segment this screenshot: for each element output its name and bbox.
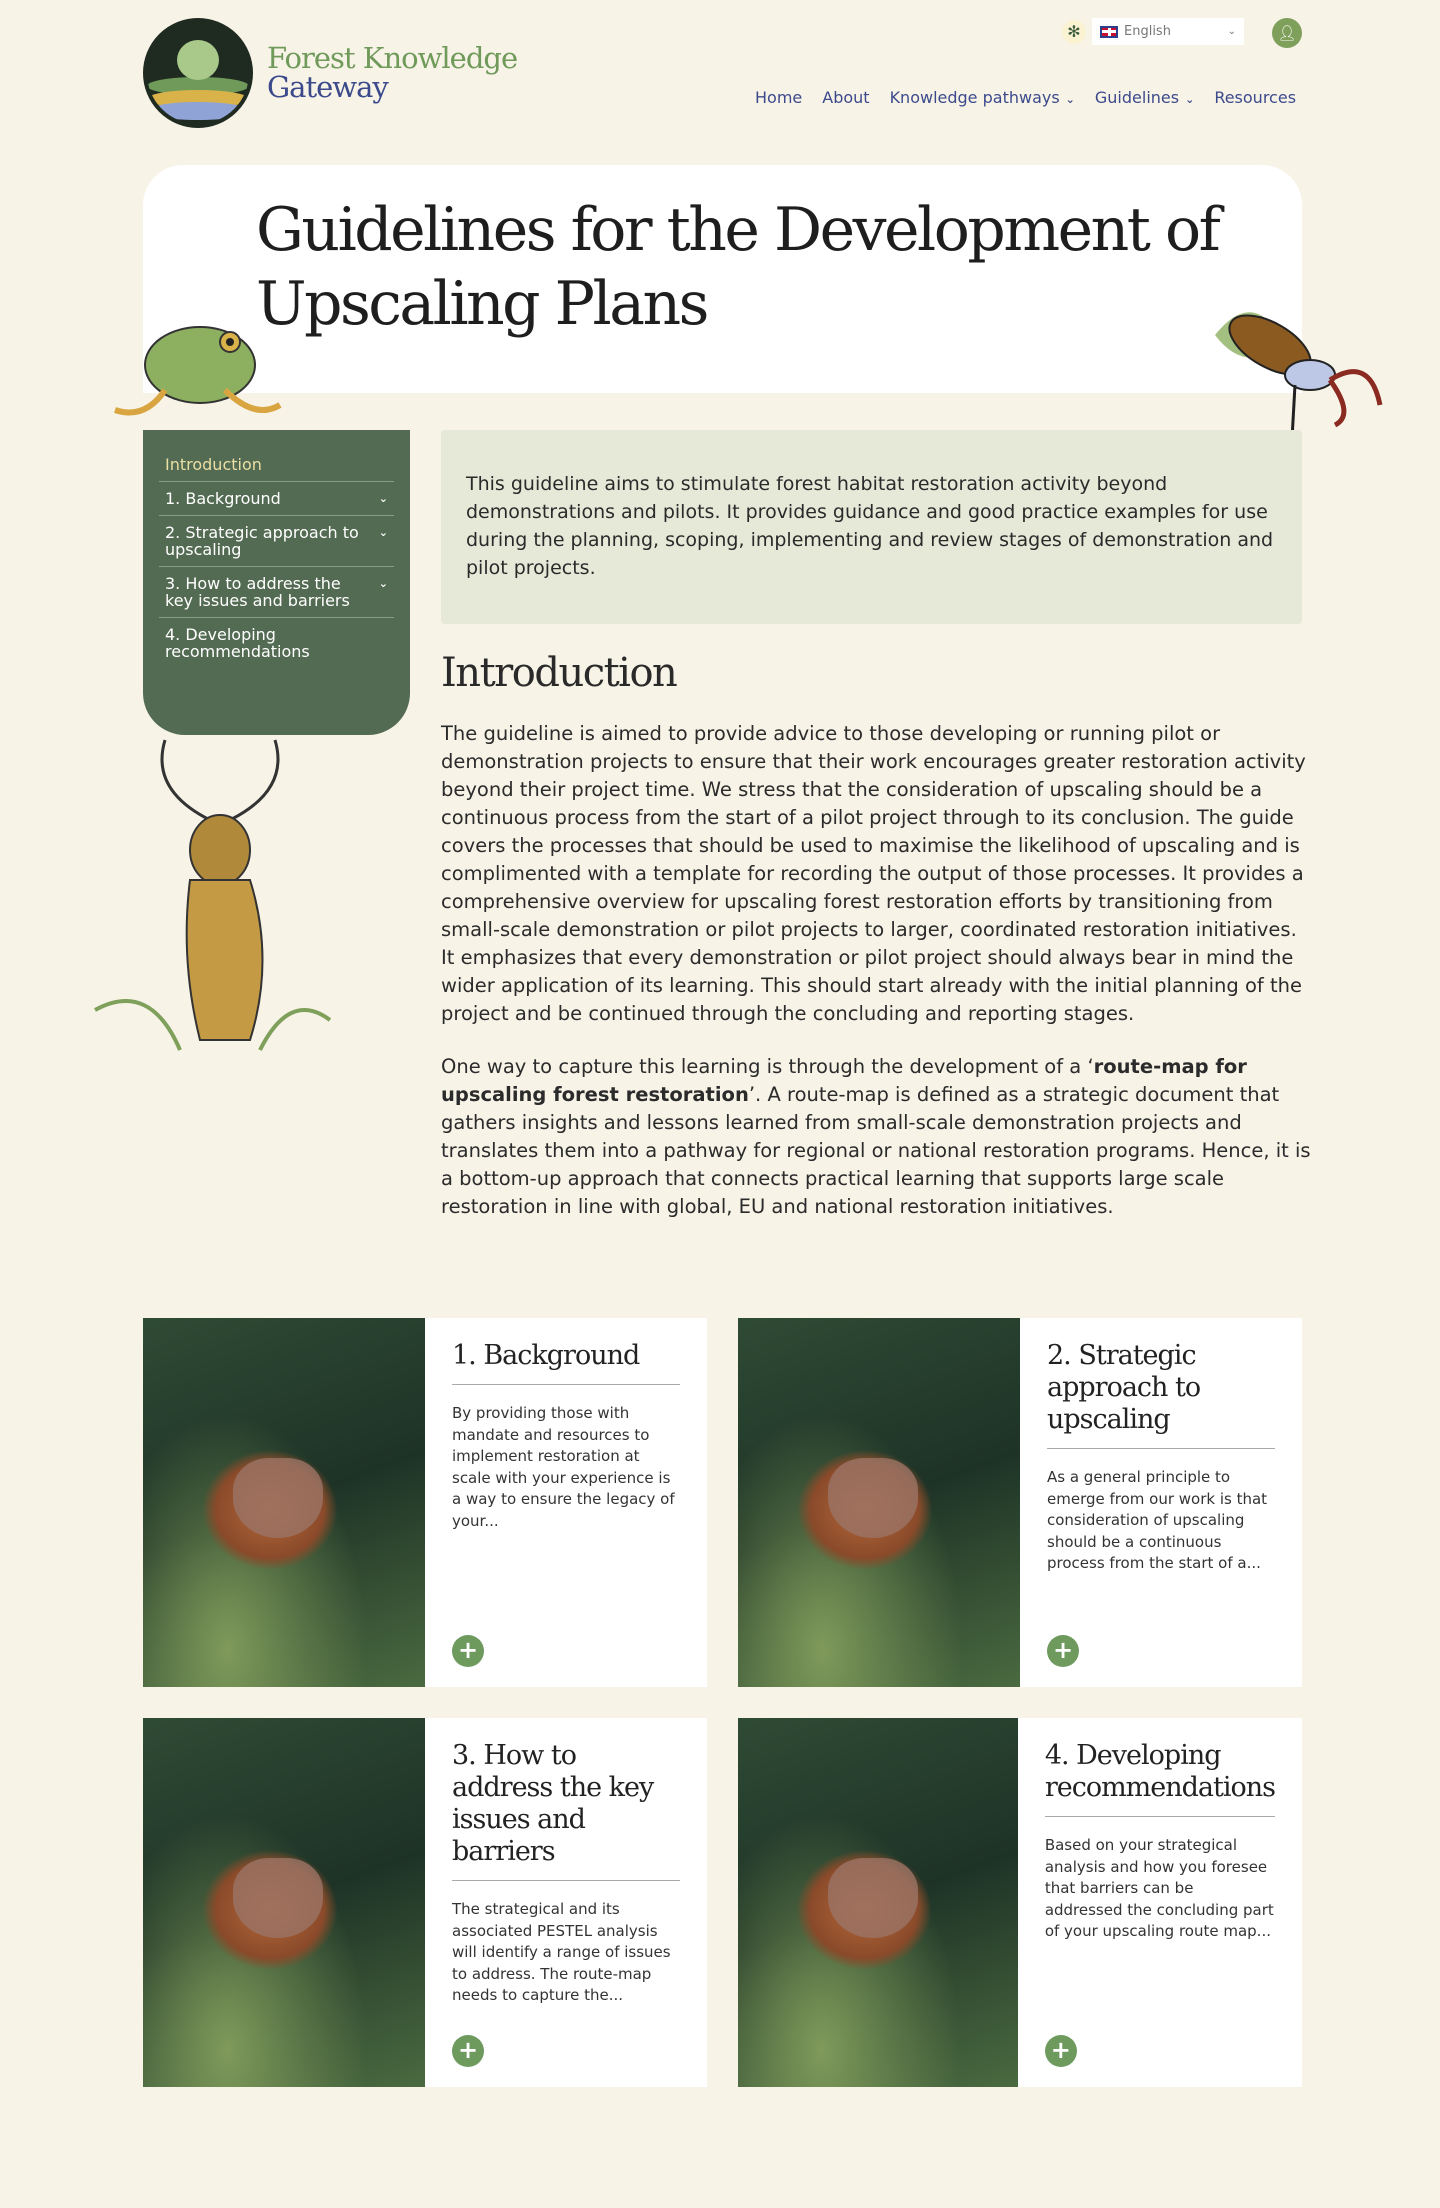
- toc-item-recommendations[interactable]: 4. Developing recommendations: [165, 625, 310, 661]
- fox-image: [738, 1318, 1020, 1687]
- page-title: Guidelines for the Development of Upscaling Plans: [256, 195, 1219, 339]
- main-nav: [755, 88, 1296, 107]
- nav-about[interactable]: About: [822, 88, 870, 107]
- chevron-down-icon: ⌄: [1185, 93, 1195, 106]
- card-excerpt: As a general principle to emerge from our work is that consideration of upscaling should be a continuous process from the start of a...: [1047, 1468, 1268, 1572]
- nav-home[interactable]: Home: [755, 88, 803, 107]
- introduction-paragraph-1: The guideline is aimed to provide advice to those developing or running pilot or demonstration projects to ensure that their work encourages greater restoration activity beyond their project time. We stress that the consideration of upscaling should be a continuous process from the start of a pilot project through to its conclusion. The guide covers the processes that should be used to maximise the likelihood of upscaling and is complimented with a template for recording the output of those processes. It provides a comprehensive overview for upscaling forest restoration efforts by transitioning from small-scale demonstration or pilot projects to larger, coordinated restoration initiatives. It emphasizes that every demonstration or pilot project should always bear in mind the wider application of its learning. This should start already with the initial planning of the project and be continued through the concluding and reporting stages.: [441, 722, 1306, 1025]
- section-card[interactable]: [143, 1318, 707, 1687]
- logo-subtitle: Gateway: [267, 70, 388, 104]
- card-title[interactable]: 3. How to address the key issues and barriers: [452, 1740, 680, 1881]
- logo-emblem: [143, 18, 253, 128]
- fox-image: [143, 1718, 425, 2087]
- table-of-contents: [143, 430, 410, 735]
- section-card[interactable]: [738, 1718, 1302, 2087]
- user-account-icon[interactable]: 👤︎: [1272, 18, 1302, 48]
- toc-item-background[interactable]: 1. Background ⌄: [159, 482, 394, 516]
- card-excerpt: Based on your strategical analysis and how you foresee that barriers can be addressed the concluding part of your upscaling route map...: [1044, 1836, 1274, 1940]
- toc-item-introduction[interactable]: Introduction: [159, 450, 394, 482]
- language-switcher[interactable]: [1062, 18, 1244, 45]
- expand-plus-button[interactable]: +: [1047, 1635, 1079, 1667]
- nav-knowledge-pathways[interactable]: Knowledge pathways ⌄: [889, 88, 1075, 107]
- accessibility-icon[interactable]: ✻: [1062, 20, 1086, 44]
- introduction-heading: Introduction: [441, 650, 677, 696]
- nav-guidelines[interactable]: Guidelines ⌄: [1094, 88, 1195, 107]
- card-title[interactable]: 4. Developing recommendations: [1045, 1740, 1275, 1817]
- language-select[interactable]: [1092, 18, 1244, 45]
- chevron-down-icon: ⌄: [1065, 93, 1075, 106]
- chevron-down-icon[interactable]: ⌄: [378, 526, 388, 539]
- fox-image: [738, 1718, 1018, 2087]
- toc-item-key-issues[interactable]: 3. How to address the key issues and barriers ⌄: [159, 567, 394, 618]
- section-card[interactable]: [143, 1718, 707, 2087]
- site-logo[interactable]: [143, 18, 517, 128]
- title-card: [143, 165, 1302, 393]
- toc-item-strategic-approach[interactable]: 2. Strategic approach to upscaling ⌄: [159, 516, 394, 567]
- chevron-down-icon: ⌄: [1227, 26, 1236, 37]
- language-label: English: [1124, 24, 1171, 39]
- intro-summary: This guideline aims to stimulate forest habitat restoration activity beyond demonstrations and pilots. It provides guidance and good practice examples for use during the planning, scoping, implementing and review stages of demonstration and pilot projects.: [441, 430, 1302, 624]
- chevron-down-icon[interactable]: ⌄: [378, 577, 388, 590]
- frog-illustration: [105, 310, 285, 435]
- card-title[interactable]: 2. Strategic approach to upscaling: [1047, 1340, 1275, 1449]
- deer-illustration: [90, 730, 340, 1060]
- fox-image: [143, 1318, 425, 1687]
- card-excerpt: By providing those with mandate and resources to implement restoration at scale with your experience is a way to ensure the legacy of your...: [452, 1404, 675, 1530]
- expand-plus-button[interactable]: +: [452, 2035, 484, 2067]
- chevron-down-icon[interactable]: ⌄: [378, 492, 388, 505]
- section-card[interactable]: [738, 1318, 1302, 1687]
- logo-title: Forest Knowledge: [267, 41, 518, 75]
- expand-plus-button[interactable]: +: [1045, 2035, 1077, 2067]
- nav-resources[interactable]: Resources: [1214, 88, 1297, 107]
- card-title[interactable]: 1. Background: [452, 1340, 680, 1385]
- card-excerpt: The strategical and its associated PESTEL analysis will identify a range of issues to address. The route-map needs to capture the...: [452, 1900, 671, 2004]
- uk-flag-icon: [1100, 26, 1118, 38]
- introduction-paragraph-2: One way to capture this learning is through the development of a ‘route-map for upscaling forest restoration’. A route-map is defined as a strategic document that gathers insights and lessons learned from small-scale demonstration projects and translates them into a pathway for regional or national restoration programs. Hence, it is a bottom-up approach that connects practical learning that supports large scale restoration in line with global, EU and national restoration initiatives.: [441, 1055, 1311, 1218]
- expand-plus-button[interactable]: +: [452, 1635, 484, 1667]
